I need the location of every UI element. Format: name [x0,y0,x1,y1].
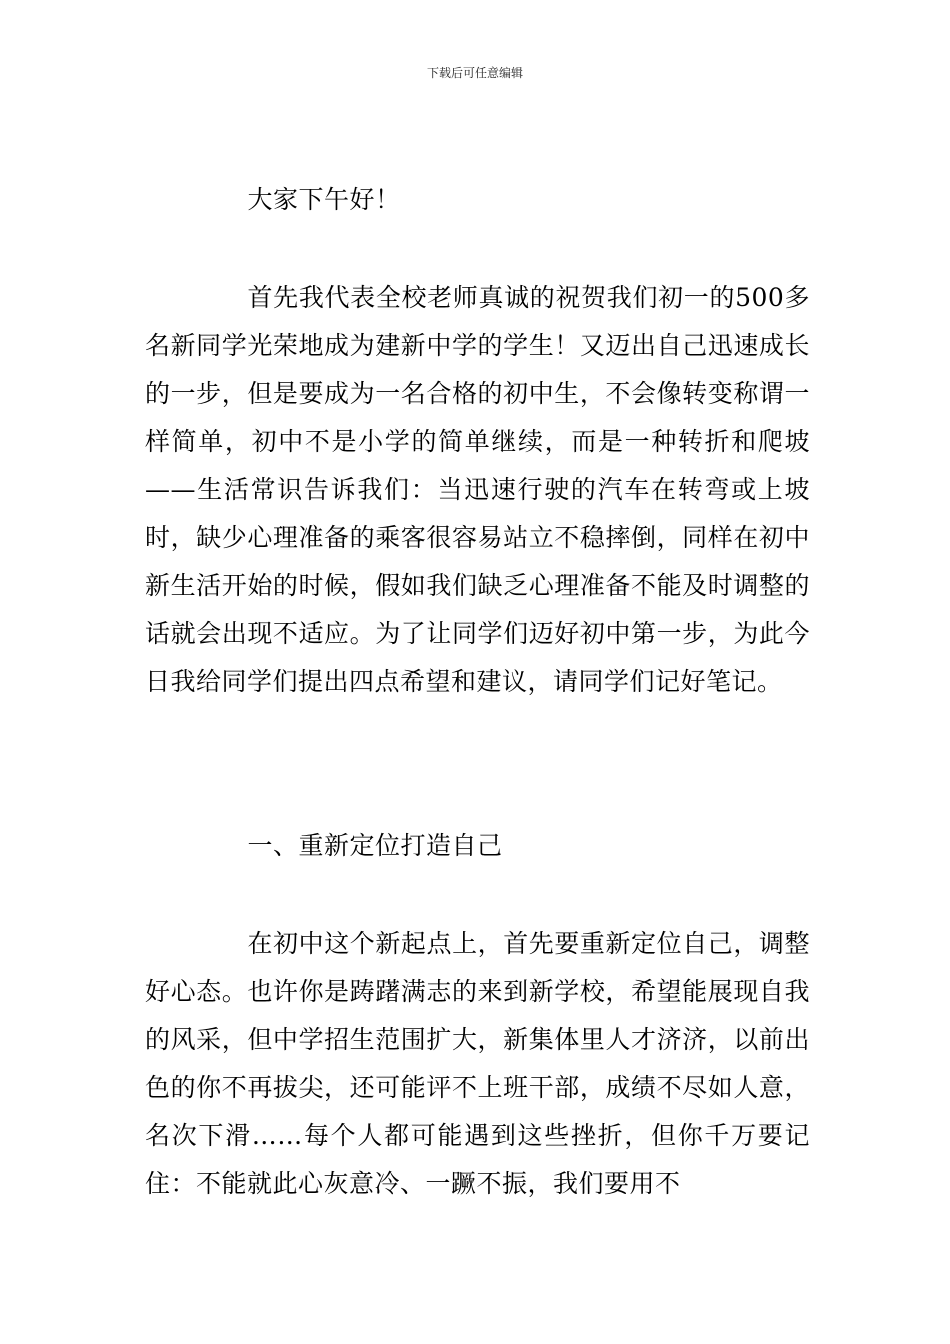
section-body-block [145,920,810,1208]
greeting-text: 大家下午好！ [247,185,401,214]
intro-block [145,274,810,706]
section-heading-block [145,822,810,870]
section-heading: 一、重新定位打造自己 [247,831,503,860]
intro-paragraph: 首先我代表全校老师真诚的祝贺我们初一的500多名新同学光荣地成为建新中学的学生！又迈出自己迅速成长的一步，但是要成为一名合格的初中生，不会像转变称谓一样简单，初中不是小学的简单继续，而是一种转折和爬坡——生活常识告诉我们：当迅速行驶的汽车在转弯或上坡时，缺少心理准备的乘客很容易站立不稳摔倒，同样在初中新生活开始的时候，假如我们缺乏心理准备不能及时调整的话就会出现不适应。为了让同学们迈好初中第一步，为此今日我给同学们提出四点希望和建议，请同学们记好笔记。 [145,283,810,696]
section-paragraph: 在初中这个新起点上，首先要重新定位自己，调整好心态。也许你是踌躇满志的来到新学校，希望能展现自我的风采，但中学招生范围扩大，新集体里人才济济，以前出色的你不再拔尖，还可能评不上班干部，成绩不尽如人意，名次下滑……每个人都可能遇到这些挫折，但你千万要记住：不能就此心灰意冷、一蹶不振，我们要用不 [145,929,810,1198]
page-header: 下载后可任意编辑 [426,66,523,80]
greeting-block [145,176,810,224]
